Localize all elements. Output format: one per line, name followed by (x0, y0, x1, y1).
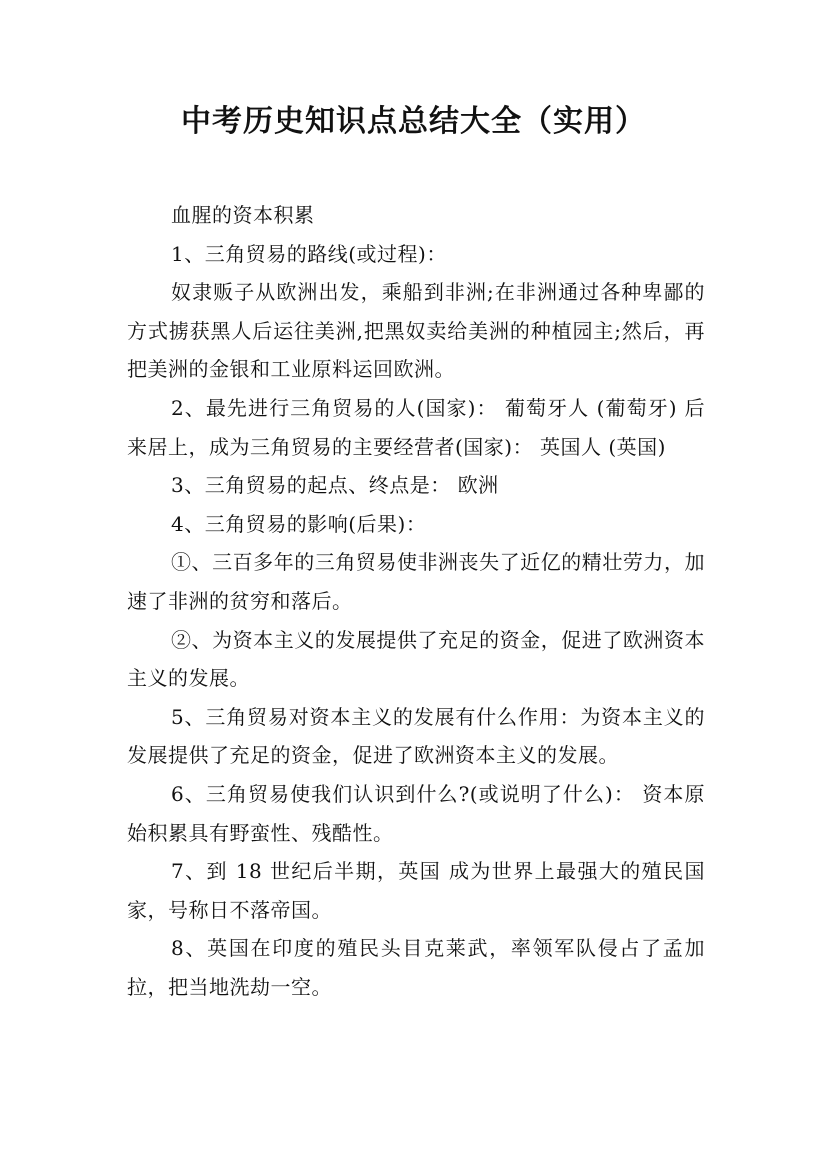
paragraph: 7、到 18 世纪后半期，英国 成为世界上最强大的殖民国家，号称日不落帝国。 (127, 859, 705, 922)
document-body (127, 196, 705, 1006)
section-heading: 血腥的资本积累 (171, 203, 315, 227)
paragraph: ②、为资本主义的发展提供了充足的资金，促进了欧洲资本主义的发展。 (127, 627, 705, 691)
paragraph: ①、三百多年的三角贸易使非洲丧失了近亿的精壮劳力，加速了非洲的贫穷和落后。 (127, 550, 705, 613)
paragraph: 5、三角贸易对资本主义的发展有什么作用：为资本主义的发展提供了充足的资金，促进了欧洲资本主义的发展。 (127, 704, 705, 768)
paragraph: 2、最先进行三角贸易的人(国家)： 葡萄牙人 (葡萄牙) 后来居上，成为三角贸易的主要经营者(国家)： 英国人 (英国) (127, 395, 705, 459)
paragraph: 奴隶贩子从欧洲出发，乘船到非洲;在非洲通过各种卑鄙的方式掳获黑人后运往美洲,把黑奴卖给美洲的种植园主;然后，再把美洲的金银和工业原料运回欧洲。 (127, 280, 705, 382)
page-title: 中考历史知识点总结大全（实用） (181, 104, 646, 139)
paragraph: 6、三角贸易使我们认识到什么?(或说明了什么)： 资本原始积累具有野蛮性、残酷性。 (127, 781, 705, 845)
paragraph: 1、三角贸易的路线(或过程)： (171, 241, 447, 266)
paragraph: 3、三角贸易的起点、终点是： 欧洲 (171, 473, 499, 498)
paragraph: 4、三角贸易的影响(后果)： (171, 511, 427, 536)
paragraph: 8、英国在印度的殖民头目克莱武，率领军队侵占了孟加拉，把当地洗劫一空。 (127, 936, 705, 999)
